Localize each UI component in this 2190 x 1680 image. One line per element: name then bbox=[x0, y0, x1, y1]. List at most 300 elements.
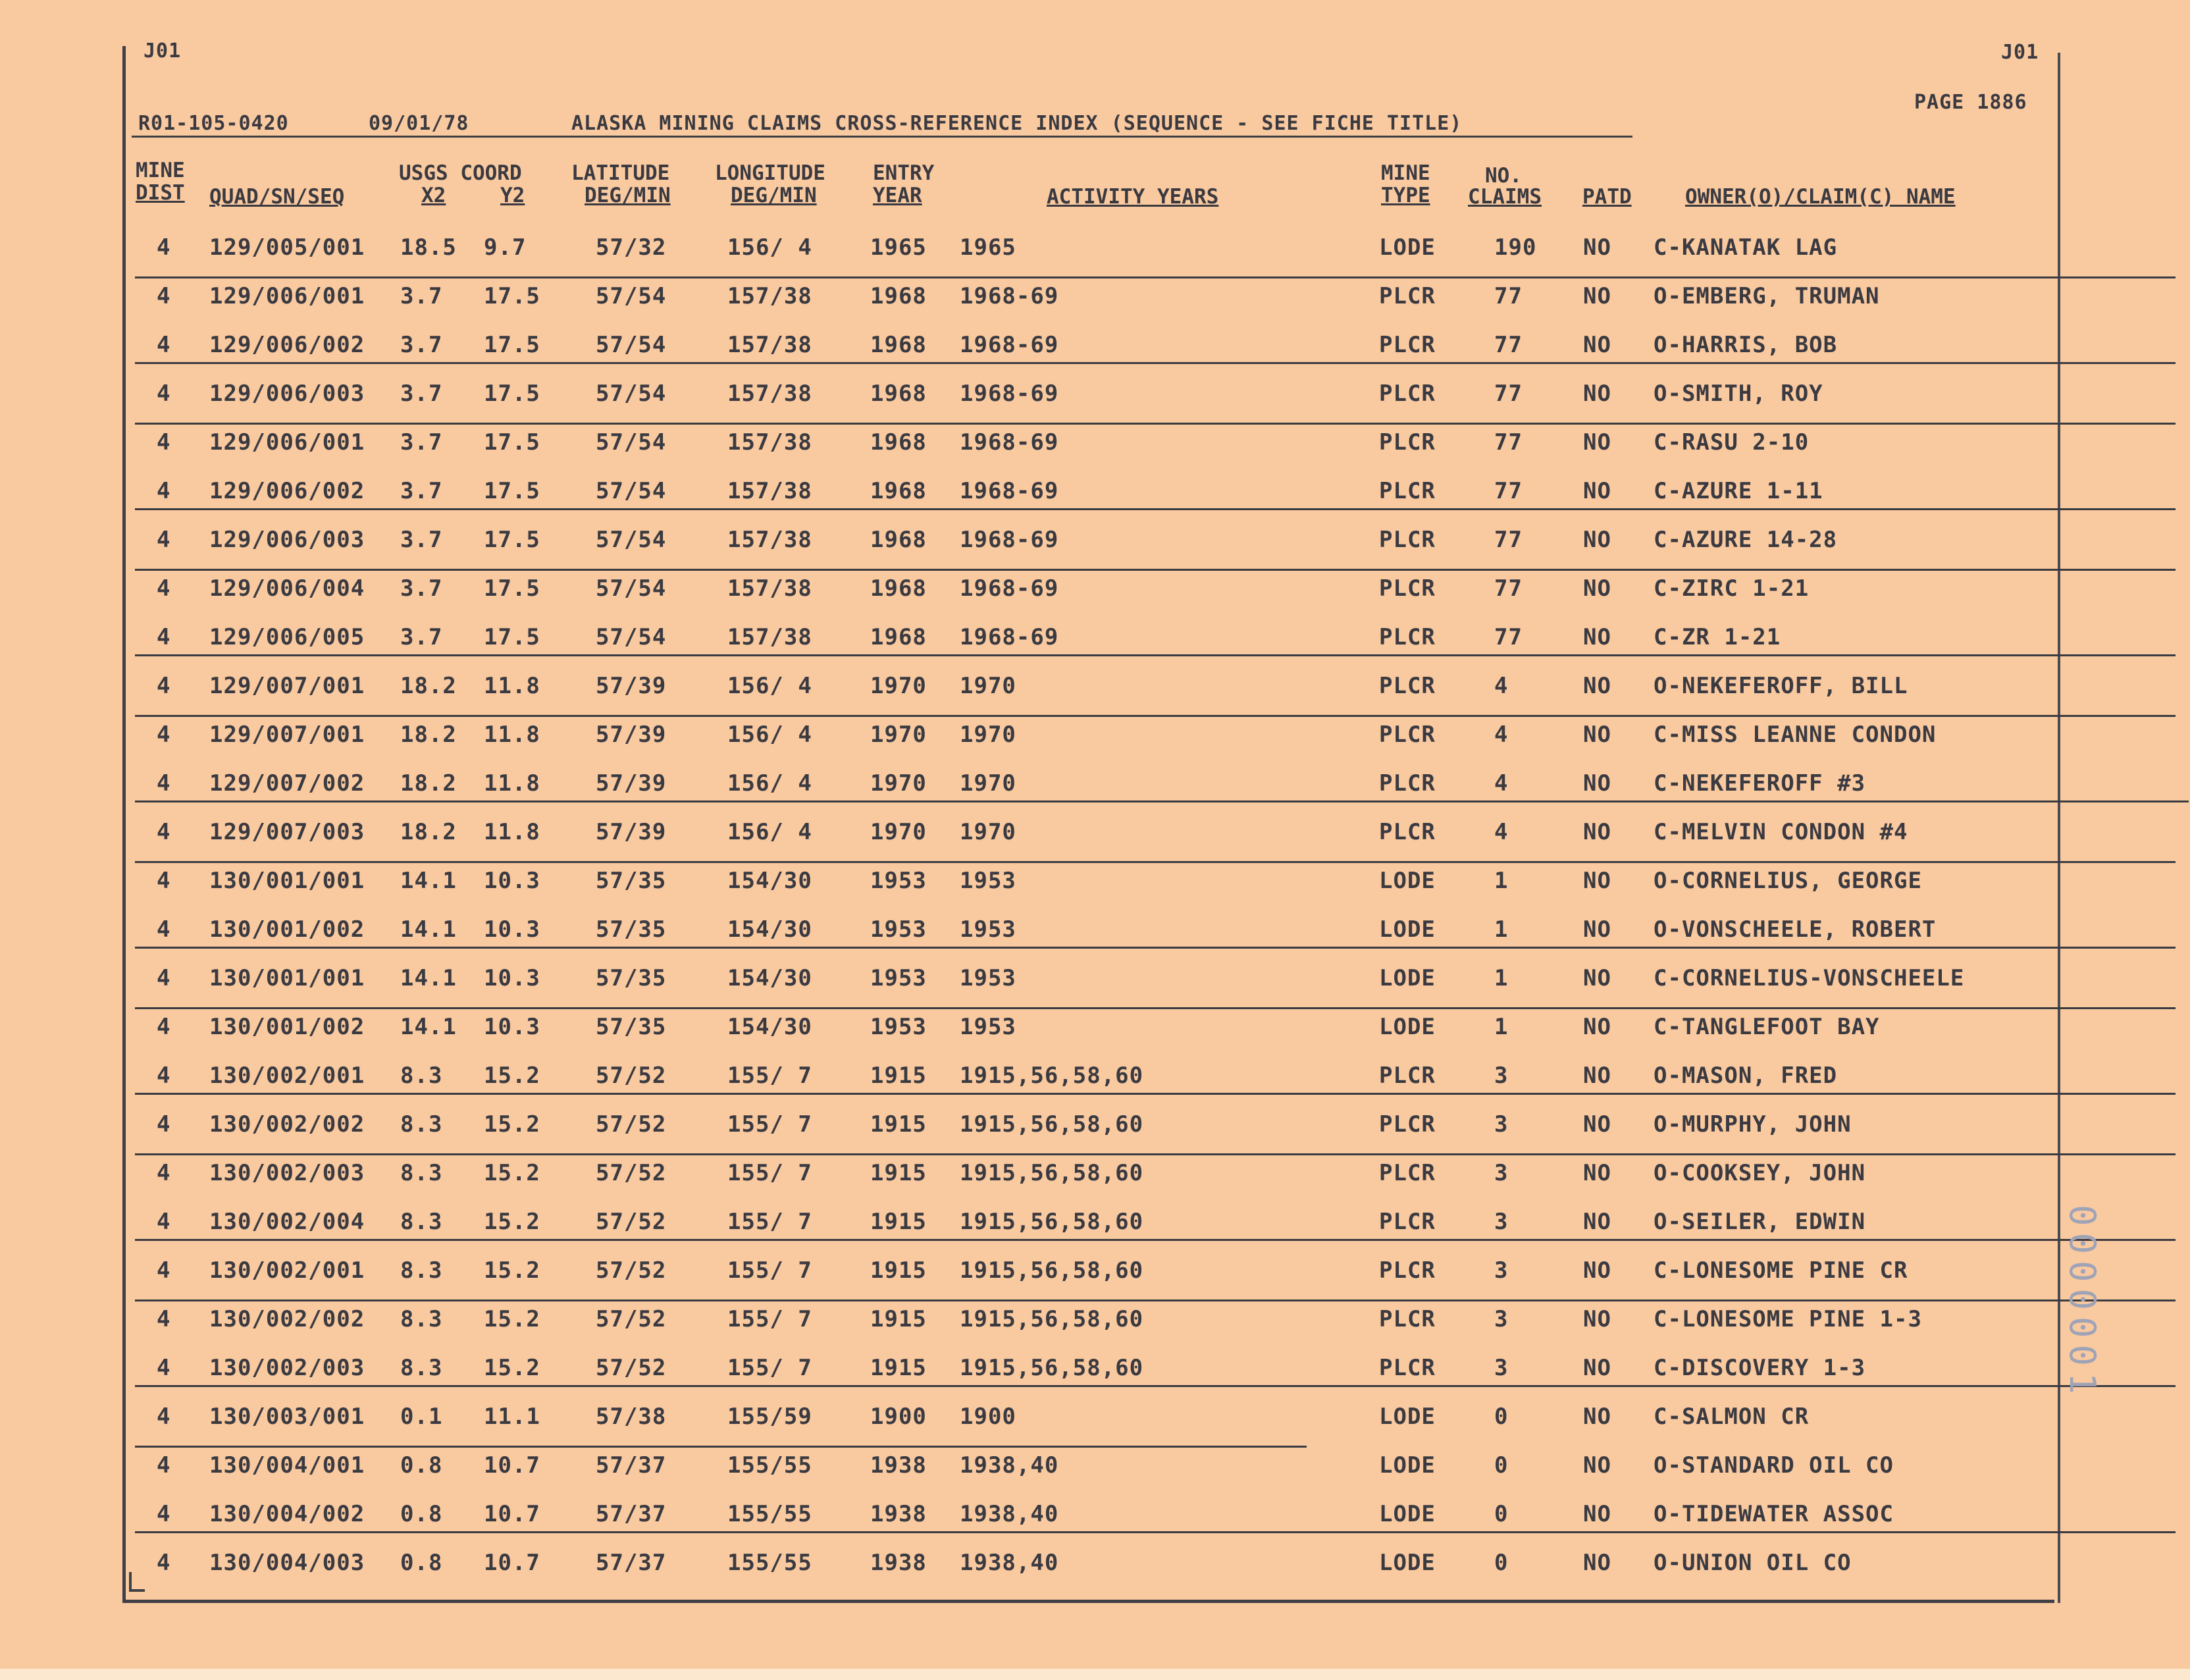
cell-longitude: 154/30 bbox=[727, 1014, 812, 1040]
cell-longitude: 156/ 4 bbox=[727, 234, 812, 261]
cell-longitude: 157/38 bbox=[727, 527, 812, 553]
cell-activity-years: 1938,40 bbox=[960, 1501, 1059, 1527]
cell-activity-years: 1968-69 bbox=[960, 283, 1059, 309]
cell-longitude: 155/ 7 bbox=[727, 1306, 812, 1332]
cell-activity-years: 1900 bbox=[960, 1404, 1016, 1430]
cell-mine-type: PLCR bbox=[1379, 575, 1436, 602]
cell-activity-years: 1970 bbox=[960, 819, 1016, 845]
cell-entry-year: 1965 bbox=[870, 234, 927, 261]
cell-longitude: 157/38 bbox=[727, 575, 812, 602]
cell-mine-type: PLCR bbox=[1379, 624, 1436, 650]
cell-mine-type: LODE bbox=[1379, 1404, 1436, 1430]
cell-mine-dist: 4 bbox=[157, 1063, 171, 1089]
table-row bbox=[0, 223, 2190, 271]
cell-latitude: 57/52 bbox=[596, 1257, 667, 1284]
header-underline bbox=[132, 136, 1632, 138]
cell-latitude: 57/32 bbox=[596, 234, 667, 261]
cell-activity-years: 1968-69 bbox=[960, 624, 1059, 650]
cell-usgs-x2: 8.3 bbox=[400, 1063, 443, 1089]
cell-owner-claim-name: O-MURPHY, JOHN bbox=[1654, 1111, 1852, 1138]
cell-usgs-y2: 17.5 bbox=[484, 624, 540, 650]
cell-patented: NO bbox=[1583, 819, 1611, 845]
table-row bbox=[0, 564, 2190, 612]
cell-usgs-y2: 17.5 bbox=[484, 527, 540, 553]
cell-quad-sn-seq: 129/005/001 bbox=[209, 234, 365, 261]
cell-patented: NO bbox=[1583, 965, 1611, 991]
cell-mine-dist: 4 bbox=[157, 1501, 171, 1527]
cell-longitude: 155/ 7 bbox=[727, 1257, 812, 1284]
cell-entry-year: 1968 bbox=[870, 429, 927, 456]
cell-quad-sn-seq: 130/001/002 bbox=[209, 1014, 365, 1040]
col-latitude-2: DEG/MIN bbox=[585, 184, 671, 207]
cell-quad-sn-seq: 129/007/001 bbox=[209, 722, 365, 748]
cell-mine-type: PLCR bbox=[1379, 1257, 1436, 1284]
cell-no-claims: 3 bbox=[1494, 1063, 1509, 1089]
cell-latitude: 57/54 bbox=[596, 429, 667, 456]
cell-mine-dist: 4 bbox=[157, 1257, 171, 1284]
cell-longitude: 155/55 bbox=[727, 1550, 812, 1576]
cell-usgs-x2: 3.7 bbox=[400, 429, 443, 456]
cell-quad-sn-seq: 130/002/001 bbox=[209, 1063, 365, 1089]
cell-patented: NO bbox=[1583, 1014, 1611, 1040]
table-row bbox=[0, 1099, 2190, 1148]
row-rule-line bbox=[135, 1531, 2176, 1533]
cell-owner-claim-name: C-ZR 1-21 bbox=[1654, 624, 1781, 650]
cell-activity-years: 1968-69 bbox=[960, 478, 1059, 504]
cell-owner-claim-name: O-SMITH, ROY bbox=[1654, 381, 1823, 407]
cell-no-claims: 0 bbox=[1494, 1404, 1509, 1430]
cell-usgs-y2: 17.5 bbox=[484, 332, 540, 358]
cell-usgs-x2: 3.7 bbox=[400, 575, 443, 602]
cell-patented: NO bbox=[1583, 234, 1611, 261]
cell-longitude: 154/30 bbox=[727, 965, 812, 991]
cell-owner-claim-name: C-RASU 2-10 bbox=[1654, 429, 1810, 456]
cell-owner-claim-name: O-TIDEWATER ASSOC bbox=[1654, 1501, 1894, 1527]
cell-latitude: 57/37 bbox=[596, 1452, 667, 1479]
col-no-claims-2: CLAIMS bbox=[1468, 185, 1542, 209]
col-mine-type-2: TYPE bbox=[1381, 184, 1430, 207]
cell-mine-type: PLCR bbox=[1379, 819, 1436, 845]
cell-usgs-x2: 14.1 bbox=[400, 965, 457, 991]
cell-latitude: 57/54 bbox=[596, 575, 667, 602]
cell-latitude: 57/35 bbox=[596, 965, 667, 991]
cell-quad-sn-seq: 129/007/003 bbox=[209, 819, 365, 845]
cell-mine-dist: 4 bbox=[157, 381, 171, 407]
cell-longitude: 157/38 bbox=[727, 381, 812, 407]
cell-no-claims: 0 bbox=[1494, 1501, 1509, 1527]
cell-usgs-y2: 10.7 bbox=[484, 1501, 540, 1527]
cell-owner-claim-name: C-AZURE 14-28 bbox=[1654, 527, 1838, 553]
cell-no-claims: 3 bbox=[1494, 1160, 1509, 1186]
cell-usgs-y2: 17.5 bbox=[484, 429, 540, 456]
cell-usgs-y2: 11.8 bbox=[484, 673, 540, 699]
cell-activity-years: 1953 bbox=[960, 916, 1016, 943]
table-row bbox=[0, 1538, 2190, 1587]
page-number: PAGE 1886 bbox=[1914, 91, 2027, 114]
cell-entry-year: 1915 bbox=[870, 1063, 927, 1089]
cell-mine-dist: 4 bbox=[157, 429, 171, 456]
cell-mine-dist: 4 bbox=[157, 1306, 171, 1332]
cell-no-claims: 3 bbox=[1494, 1355, 1509, 1381]
cell-owner-claim-name: O-SEILER, EDWIN bbox=[1654, 1209, 1866, 1235]
cell-latitude: 57/52 bbox=[596, 1355, 667, 1381]
cell-patented: NO bbox=[1583, 673, 1611, 699]
cell-usgs-y2: 11.8 bbox=[484, 770, 540, 797]
cell-usgs-y2: 17.5 bbox=[484, 575, 540, 602]
col-y2: Y2 bbox=[500, 184, 525, 207]
cell-no-claims: 77 bbox=[1494, 575, 1523, 602]
cell-patented: NO bbox=[1583, 624, 1611, 650]
cell-usgs-y2: 11.1 bbox=[484, 1404, 540, 1430]
cell-mine-type: LODE bbox=[1379, 1014, 1436, 1040]
row-rule-line bbox=[135, 861, 2176, 863]
cell-no-claims: 190 bbox=[1494, 234, 1537, 261]
cell-mine-dist: 4 bbox=[157, 478, 171, 504]
cell-usgs-y2: 15.2 bbox=[484, 1063, 540, 1089]
cell-entry-year: 1968 bbox=[870, 381, 927, 407]
cell-mine-dist: 4 bbox=[157, 1355, 171, 1381]
row-rule-line bbox=[135, 1446, 1307, 1448]
cell-entry-year: 1915 bbox=[870, 1209, 927, 1235]
cell-mine-type: PLCR bbox=[1379, 1355, 1436, 1381]
cell-activity-years: 1938,40 bbox=[960, 1452, 1059, 1479]
cell-entry-year: 1915 bbox=[870, 1160, 927, 1186]
cell-no-claims: 3 bbox=[1494, 1257, 1509, 1284]
cell-patented: NO bbox=[1583, 1111, 1611, 1138]
table-row bbox=[0, 953, 2190, 1002]
table-row bbox=[0, 1489, 2190, 1538]
cell-quad-sn-seq: 129/006/002 bbox=[209, 478, 365, 504]
cell-quad-sn-seq: 130/002/003 bbox=[209, 1355, 365, 1381]
cell-owner-claim-name: O-MASON, FRED bbox=[1654, 1063, 1838, 1089]
cell-longitude: 155/ 7 bbox=[727, 1063, 812, 1089]
cell-latitude: 57/37 bbox=[596, 1550, 667, 1576]
cell-no-claims: 1 bbox=[1494, 868, 1509, 894]
cell-mine-dist: 4 bbox=[157, 819, 171, 845]
row-rule-line bbox=[135, 1385, 2176, 1387]
cell-quad-sn-seq: 130/002/002 bbox=[209, 1306, 365, 1332]
cell-entry-year: 1970 bbox=[870, 819, 927, 845]
row-rule-line bbox=[135, 654, 2176, 656]
cell-quad-sn-seq: 130/004/002 bbox=[209, 1501, 365, 1527]
cell-usgs-x2: 3.7 bbox=[400, 624, 443, 650]
cell-latitude: 57/39 bbox=[596, 770, 667, 797]
cell-entry-year: 1915 bbox=[870, 1111, 927, 1138]
cell-owner-claim-name: C-ZIRC 1-21 bbox=[1654, 575, 1810, 602]
cell-mine-dist: 4 bbox=[157, 1452, 171, 1479]
cell-usgs-x2: 18.5 bbox=[400, 234, 457, 261]
col-quad: QUAD/SN/SEQ bbox=[209, 185, 345, 209]
cell-latitude: 57/35 bbox=[596, 916, 667, 943]
cell-mine-type: PLCR bbox=[1379, 283, 1436, 309]
table-row bbox=[0, 1002, 2190, 1051]
cell-mine-dist: 4 bbox=[157, 1209, 171, 1235]
cell-no-claims: 77 bbox=[1494, 283, 1523, 309]
col-longitude-1: LONGITUDE bbox=[715, 161, 825, 185]
cell-usgs-y2: 17.5 bbox=[484, 478, 540, 504]
cell-quad-sn-seq: 129/006/005 bbox=[209, 624, 365, 650]
cell-mine-type: PLCR bbox=[1379, 1063, 1436, 1089]
row-rule-line bbox=[135, 569, 2176, 571]
cell-owner-claim-name: O-CORNELIUS, GEORGE bbox=[1654, 868, 1922, 894]
cell-usgs-y2: 10.3 bbox=[484, 965, 540, 991]
cell-latitude: 57/35 bbox=[596, 1014, 667, 1040]
cell-mine-type: PLCR bbox=[1379, 527, 1436, 553]
cell-usgs-y2: 15.2 bbox=[484, 1355, 540, 1381]
table-row bbox=[0, 1440, 2190, 1489]
cell-entry-year: 1968 bbox=[870, 624, 927, 650]
cell-quad-sn-seq: 130/003/001 bbox=[209, 1404, 365, 1430]
cell-quad-sn-seq: 130/001/001 bbox=[209, 965, 365, 991]
cell-entry-year: 1915 bbox=[870, 1306, 927, 1332]
cell-patented: NO bbox=[1583, 1257, 1611, 1284]
row-rule-line bbox=[135, 508, 2176, 510]
cell-no-claims: 1 bbox=[1494, 916, 1509, 943]
row-rule-line bbox=[135, 1093, 2176, 1095]
cell-entry-year: 1968 bbox=[870, 332, 927, 358]
cell-longitude: 156/ 4 bbox=[727, 819, 812, 845]
cell-no-claims: 4 bbox=[1494, 673, 1509, 699]
cell-longitude: 156/ 4 bbox=[727, 673, 812, 699]
cell-longitude: 157/38 bbox=[727, 624, 812, 650]
cell-usgs-x2: 3.7 bbox=[400, 283, 443, 309]
row-rule-line bbox=[135, 801, 2189, 802]
cell-usgs-y2: 10.3 bbox=[484, 868, 540, 894]
cell-quad-sn-seq: 129/006/003 bbox=[209, 381, 365, 407]
row-rule-line bbox=[135, 362, 2176, 364]
cell-quad-sn-seq: 130/004/001 bbox=[209, 1452, 365, 1479]
fiche-side-code: 0000001 bbox=[2062, 1205, 2103, 1401]
col-mine-type-1: MINE bbox=[1381, 161, 1430, 185]
cell-mine-dist: 4 bbox=[157, 965, 171, 991]
cell-mine-type: LODE bbox=[1379, 1550, 1436, 1576]
cell-mine-dist: 4 bbox=[157, 770, 171, 797]
row-rule-line bbox=[135, 715, 2176, 717]
cell-entry-year: 1900 bbox=[870, 1404, 927, 1430]
cell-mine-dist: 4 bbox=[157, 673, 171, 699]
col-no-claims-1: NO. bbox=[1485, 164, 1522, 188]
cell-latitude: 57/52 bbox=[596, 1160, 667, 1186]
cell-mine-dist: 4 bbox=[157, 722, 171, 748]
cell-latitude: 57/54 bbox=[596, 527, 667, 553]
cell-owner-claim-name: O-UNION OIL CO bbox=[1654, 1550, 1852, 1576]
cell-usgs-y2: 11.8 bbox=[484, 722, 540, 748]
top-right-code: J01 bbox=[2001, 41, 2039, 64]
row-rule-line bbox=[135, 1153, 2176, 1155]
cell-latitude: 57/35 bbox=[596, 868, 667, 894]
cell-mine-type: PLCR bbox=[1379, 1306, 1436, 1332]
col-patd: PATD bbox=[1582, 185, 1632, 209]
cell-mine-dist: 4 bbox=[157, 1404, 171, 1430]
cell-mine-type: LODE bbox=[1379, 234, 1436, 261]
cell-owner-claim-name: C-AZURE 1-11 bbox=[1654, 478, 1823, 504]
cell-activity-years: 1915,56,58,60 bbox=[960, 1355, 1144, 1381]
cell-mine-type: PLCR bbox=[1379, 429, 1436, 456]
cell-latitude: 57/39 bbox=[596, 819, 667, 845]
cell-usgs-y2: 10.3 bbox=[484, 1014, 540, 1040]
cell-quad-sn-seq: 129/006/004 bbox=[209, 575, 365, 602]
cell-mine-dist: 4 bbox=[157, 1111, 171, 1138]
cell-no-claims: 77 bbox=[1494, 332, 1523, 358]
cell-no-claims: 77 bbox=[1494, 478, 1523, 504]
cell-usgs-y2: 11.8 bbox=[484, 819, 540, 845]
cell-usgs-y2: 10.3 bbox=[484, 916, 540, 943]
table-row bbox=[0, 466, 2190, 515]
cell-mine-type: PLCR bbox=[1379, 478, 1436, 504]
cell-entry-year: 1915 bbox=[870, 1257, 927, 1284]
col-entry-2: YEAR bbox=[873, 184, 922, 207]
cell-mine-type: PLCR bbox=[1379, 1160, 1436, 1186]
cell-quad-sn-seq: 129/006/003 bbox=[209, 527, 365, 553]
cell-owner-claim-name: O-EMBERG, TRUMAN bbox=[1654, 283, 1880, 309]
cell-no-claims: 3 bbox=[1494, 1209, 1509, 1235]
cell-entry-year: 1953 bbox=[870, 868, 927, 894]
cell-mine-type: PLCR bbox=[1379, 1209, 1436, 1235]
cell-longitude: 155/ 7 bbox=[727, 1111, 812, 1138]
cell-latitude: 57/52 bbox=[596, 1209, 667, 1235]
table-row bbox=[0, 1051, 2190, 1099]
cell-mine-type: LODE bbox=[1379, 1501, 1436, 1527]
cell-longitude: 155/ 7 bbox=[727, 1355, 812, 1381]
cell-mine-type: PLCR bbox=[1379, 332, 1436, 358]
cell-quad-sn-seq: 130/001/001 bbox=[209, 868, 365, 894]
cell-activity-years: 1968-69 bbox=[960, 575, 1059, 602]
cell-latitude: 57/54 bbox=[596, 624, 667, 650]
cell-entry-year: 1953 bbox=[870, 965, 927, 991]
cell-usgs-x2: 8.3 bbox=[400, 1306, 443, 1332]
row-rule-line bbox=[135, 1239, 2176, 1241]
cell-owner-claim-name: O-HARRIS, BOB bbox=[1654, 332, 1838, 358]
cell-activity-years: 1970 bbox=[960, 722, 1016, 748]
cell-mine-type: PLCR bbox=[1379, 1111, 1436, 1138]
cell-usgs-x2: 0.8 bbox=[400, 1550, 443, 1576]
row-rule-line bbox=[135, 947, 2176, 949]
cell-usgs-x2: 0.8 bbox=[400, 1452, 443, 1479]
row-rule-line bbox=[135, 1299, 2176, 1301]
cell-longitude: 157/38 bbox=[727, 283, 812, 309]
cell-patented: NO bbox=[1583, 332, 1611, 358]
cell-no-claims: 3 bbox=[1494, 1306, 1509, 1332]
cell-activity-years: 1965 bbox=[960, 234, 1016, 261]
cell-activity-years: 1915,56,58,60 bbox=[960, 1306, 1144, 1332]
cell-usgs-y2: 17.5 bbox=[484, 381, 540, 407]
cell-mine-dist: 4 bbox=[157, 1014, 171, 1040]
cell-no-claims: 4 bbox=[1494, 770, 1509, 797]
cell-latitude: 57/52 bbox=[596, 1063, 667, 1089]
cell-longitude: 154/30 bbox=[727, 916, 812, 943]
cell-usgs-y2: 15.2 bbox=[484, 1257, 540, 1284]
col-activity-years: ACTIVITY YEARS bbox=[1047, 185, 1219, 209]
cell-patented: NO bbox=[1583, 868, 1611, 894]
cell-owner-claim-name: C-LONESOME PINE CR bbox=[1654, 1257, 1908, 1284]
cell-owner-claim-name: C-DISCOVERY 1-3 bbox=[1654, 1355, 1866, 1381]
cell-owner-claim-name: C-SALMON CR bbox=[1654, 1404, 1810, 1430]
cell-usgs-x2: 14.1 bbox=[400, 1014, 457, 1040]
cell-longitude: 155/ 7 bbox=[727, 1209, 812, 1235]
cell-usgs-x2: 3.7 bbox=[400, 381, 443, 407]
row-rule-line bbox=[135, 1007, 2176, 1009]
cell-entry-year: 1953 bbox=[870, 916, 927, 943]
cell-latitude: 57/54 bbox=[596, 283, 667, 309]
cell-usgs-x2: 8.3 bbox=[400, 1160, 443, 1186]
col-x2: X2 bbox=[421, 184, 446, 207]
cell-longitude: 154/30 bbox=[727, 868, 812, 894]
cell-mine-type: LODE bbox=[1379, 965, 1436, 991]
cell-quad-sn-seq: 130/002/003 bbox=[209, 1160, 365, 1186]
cell-owner-claim-name: O-STANDARD OIL CO bbox=[1654, 1452, 1894, 1479]
table-row bbox=[0, 369, 2190, 417]
table-row bbox=[0, 1197, 2190, 1246]
cell-entry-year: 1968 bbox=[870, 527, 927, 553]
cell-longitude: 155/55 bbox=[727, 1501, 812, 1527]
cell-owner-claim-name: C-KANATAK LAG bbox=[1654, 234, 1838, 261]
cell-mine-type: LODE bbox=[1379, 1452, 1436, 1479]
col-owner-claim-name: OWNER(O)/CLAIM(C) NAME bbox=[1685, 185, 1956, 209]
cell-latitude: 57/37 bbox=[596, 1501, 667, 1527]
cell-quad-sn-seq: 129/006/001 bbox=[209, 283, 365, 309]
cell-usgs-x2: 3.7 bbox=[400, 478, 443, 504]
cell-entry-year: 1938 bbox=[870, 1452, 927, 1479]
cell-longitude: 157/38 bbox=[727, 332, 812, 358]
table-row bbox=[0, 271, 2190, 320]
cell-patented: NO bbox=[1583, 1209, 1611, 1235]
cell-activity-years: 1953 bbox=[960, 965, 1016, 991]
cell-usgs-x2: 18.2 bbox=[400, 673, 457, 699]
cell-no-claims: 1 bbox=[1494, 1014, 1509, 1040]
cell-entry-year: 1968 bbox=[870, 283, 927, 309]
cell-activity-years: 1970 bbox=[960, 770, 1016, 797]
cell-latitude: 57/39 bbox=[596, 673, 667, 699]
cell-mine-type: PLCR bbox=[1379, 673, 1436, 699]
cell-latitude: 57/54 bbox=[596, 332, 667, 358]
cell-mine-dist: 4 bbox=[157, 1160, 171, 1186]
cell-activity-years: 1953 bbox=[960, 868, 1016, 894]
col-longitude-2: DEG/MIN bbox=[731, 184, 817, 207]
cell-mine-dist: 4 bbox=[157, 1550, 171, 1576]
cell-no-claims: 77 bbox=[1494, 429, 1523, 456]
cell-activity-years: 1968-69 bbox=[960, 381, 1059, 407]
cell-mine-type: PLCR bbox=[1379, 722, 1436, 748]
cell-mine-type: PLCR bbox=[1379, 770, 1436, 797]
cell-owner-claim-name: C-TANGLEFOOT BAY bbox=[1654, 1014, 1880, 1040]
top-left-code: J01 bbox=[143, 39, 182, 63]
table-row bbox=[0, 758, 2190, 807]
cell-owner-claim-name: C-MELVIN CONDON #4 bbox=[1654, 819, 1908, 845]
table-row bbox=[0, 1343, 2190, 1392]
cell-activity-years: 1968-69 bbox=[960, 332, 1059, 358]
cell-usgs-x2: 14.1 bbox=[400, 916, 457, 943]
table-row bbox=[0, 1148, 2190, 1197]
cell-usgs-y2: 10.7 bbox=[484, 1452, 540, 1479]
table-row bbox=[0, 417, 2190, 466]
cell-longitude: 157/38 bbox=[727, 429, 812, 456]
cell-usgs-x2: 3.7 bbox=[400, 527, 443, 553]
cell-usgs-x2: 18.2 bbox=[400, 770, 457, 797]
table-row bbox=[0, 1294, 2190, 1343]
cell-longitude: 155/55 bbox=[727, 1452, 812, 1479]
cell-no-claims: 3 bbox=[1494, 1111, 1509, 1138]
cell-patented: NO bbox=[1583, 1452, 1611, 1479]
cell-patented: NO bbox=[1583, 1501, 1611, 1527]
cell-usgs-y2: 15.2 bbox=[484, 1160, 540, 1186]
cell-longitude: 156/ 4 bbox=[727, 722, 812, 748]
cell-patented: NO bbox=[1583, 1404, 1611, 1430]
cell-mine-dist: 4 bbox=[157, 234, 171, 261]
cell-mine-type: PLCR bbox=[1379, 381, 1436, 407]
cell-longitude: 157/38 bbox=[727, 478, 812, 504]
cell-activity-years: 1915,56,58,60 bbox=[960, 1257, 1144, 1284]
cell-latitude: 57/39 bbox=[596, 722, 667, 748]
